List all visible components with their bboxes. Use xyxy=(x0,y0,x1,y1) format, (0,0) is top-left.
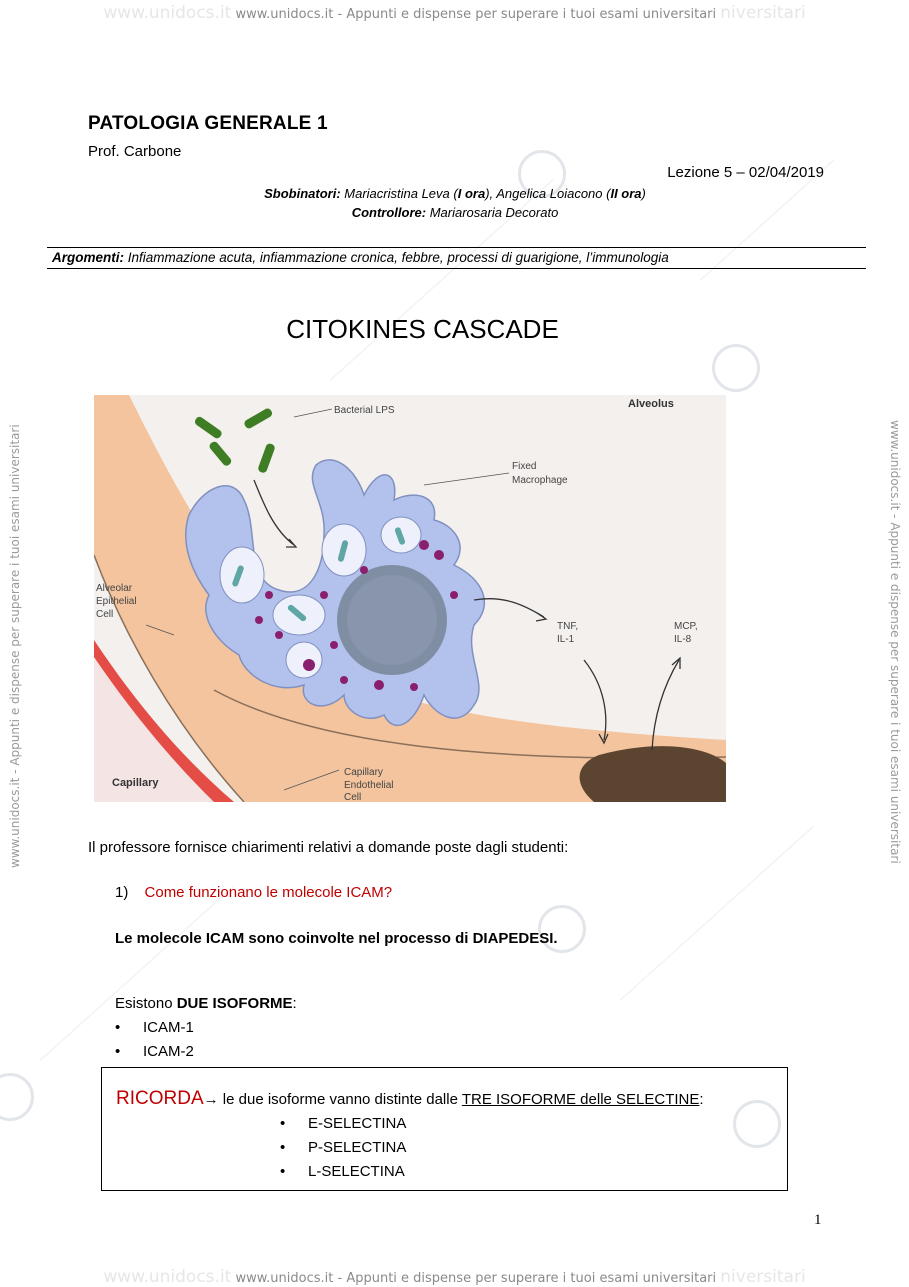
course-title: PATOLOGIA GENERALE 1 xyxy=(88,113,328,134)
label-mcp: MCP, xyxy=(674,621,698,632)
controllore-text: Mariarosaria Decorato xyxy=(426,205,559,220)
argomenti-label: Argomenti: xyxy=(52,250,124,265)
question-text: Come funzionano le molecole ICAM? xyxy=(144,884,393,901)
label-alveolar: Alveolar xyxy=(96,583,133,594)
sbobinatori-text: Mariacristina Leva ( xyxy=(340,186,458,201)
list-item-label: ICAM-2 xyxy=(143,1043,194,1060)
list-item-label: P-SELECTINA xyxy=(308,1139,407,1156)
ricorda-end: : xyxy=(699,1091,704,1108)
label-il8: IL-8 xyxy=(674,634,692,645)
bullet-icon: • xyxy=(280,1115,286,1132)
bullet-icon: • xyxy=(280,1139,286,1156)
label-tnf: TNF, xyxy=(557,621,579,632)
list-item xyxy=(115,1019,194,1043)
sbobinatori-end: ) xyxy=(641,186,646,201)
citokines-cascade-figure xyxy=(94,395,726,802)
list-item-label: ICAM-1 xyxy=(143,1019,194,1036)
bacterium xyxy=(208,440,233,467)
list-item-label: L-SELECTINA xyxy=(308,1163,405,1180)
sbobinatori-mid: ), Angelica Loiacono ( xyxy=(485,186,611,201)
icam-statement xyxy=(115,930,558,947)
bacterium xyxy=(257,443,276,474)
ricorda-arrow-icon: → xyxy=(203,1091,219,1108)
sbobinatori-line xyxy=(90,186,820,201)
list-item xyxy=(280,1163,406,1187)
watermark-logo-icon xyxy=(712,344,760,392)
lecture-info: Lezione 5 – 02/04/2019 xyxy=(667,164,824,181)
isoforms-intro-text: Esistono xyxy=(115,995,177,1012)
isoforms-intro-colon: : xyxy=(292,995,297,1012)
figure-illustration xyxy=(94,395,726,802)
icam-statement-keyword: DIAPEDESI. xyxy=(472,930,558,947)
controllore-label: Controllore: xyxy=(351,205,427,220)
label-fixed: Fixed xyxy=(512,461,537,472)
isoforms-intro-keyword: DUE ISOFORME xyxy=(176,995,293,1012)
selectin-list xyxy=(280,1115,406,1187)
list-item xyxy=(280,1115,406,1139)
argomenti-bottom-rule xyxy=(47,268,866,269)
watermark-bottom: www.unidocs.it www.unidocs.it - Appunti e dispense per superare i tuoi esami universitari niversitari xyxy=(103,1267,806,1287)
watermark-side-right: www.unidocs.it - Appunti e dispense per superare i tuoi esami universitari xyxy=(888,420,902,864)
watermark-top: www.unidocs.it www.unidocs.it - Appunti e dispense per superare i tuoi esami universitari niversitari xyxy=(103,3,806,23)
list-item xyxy=(115,1043,194,1067)
bullet-icon: • xyxy=(115,1019,121,1036)
question-1 xyxy=(115,884,392,901)
bacterium xyxy=(193,415,223,440)
watermark-side-left: www.unidocs.it - Appunti e dispense per superare i tuoi esami universitari xyxy=(8,424,22,868)
label-cell: Cell xyxy=(96,609,114,620)
sbobinatori-label: Sbobinatori: xyxy=(264,186,341,201)
list-item-label: E-SELECTINA xyxy=(308,1115,407,1132)
controllore-line xyxy=(90,205,820,220)
icam-statement-text: Le molecole ICAM sono coinvolte nel processo di xyxy=(115,930,473,947)
label-capillary-endothelial-1: Capillary xyxy=(344,767,383,778)
label-macrophage: Macrophage xyxy=(512,475,568,486)
label-capillary-endothelial-2: Endothelial xyxy=(344,780,394,791)
label-bacterial-lps: Bacterial LPS xyxy=(334,405,395,416)
ricorda-line xyxy=(116,1088,704,1110)
label-alveolus: Alveolus xyxy=(628,398,674,410)
blood-cell xyxy=(580,746,726,802)
watermark-line xyxy=(620,826,814,1001)
label-capillary-endothelial-3: Cell xyxy=(344,792,362,802)
ricorda-keyword: RICORDA xyxy=(116,1088,204,1109)
ricorda-box xyxy=(101,1067,788,1191)
label-epithelial: Epithelial xyxy=(96,596,137,607)
icam-isoform-list xyxy=(115,1019,194,1067)
list-item xyxy=(280,1139,406,1163)
bullet-icon: • xyxy=(115,1043,121,1060)
ricorda-text: le due isoforme vanno distinte dalle xyxy=(218,1091,462,1108)
label-il1: IL-1 xyxy=(557,634,575,645)
page-number: 1 xyxy=(814,1212,822,1228)
argomenti-top-rule xyxy=(47,247,866,248)
sbobinatori-ora1: I ora xyxy=(457,186,486,201)
intro-paragraph: Il professore fornisce chiarimenti relativi a domande poste dagli studenti: xyxy=(88,839,569,856)
argomenti-line xyxy=(52,250,864,265)
bacterium xyxy=(243,407,273,430)
professor-name: Prof. Carbone xyxy=(88,143,182,160)
sbobinatori-ora2: II ora xyxy=(610,186,642,201)
question-number: 1) xyxy=(115,884,129,901)
isoforms-intro xyxy=(115,995,297,1012)
section-title: CITOKINES CASCADE xyxy=(286,314,559,344)
argomenti-text: Infiammazione acuta, infiammazione cronica, febbre, processi di guarigione, l’immunologia xyxy=(124,250,669,265)
label-capillary: Capillary xyxy=(112,777,159,789)
ricorda-underlined: TRE ISOFORME delle SELECTINE xyxy=(461,1091,700,1108)
watermark-logo-icon xyxy=(0,1073,34,1121)
bullet-icon: • xyxy=(280,1163,286,1180)
